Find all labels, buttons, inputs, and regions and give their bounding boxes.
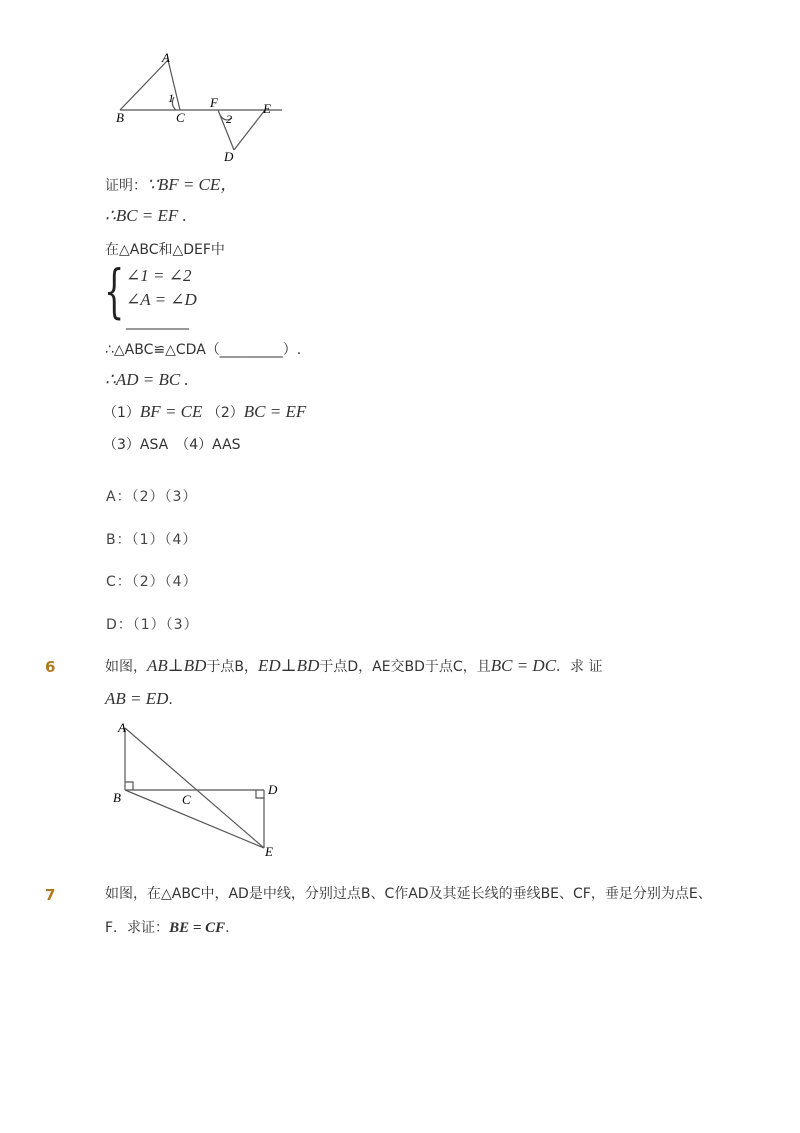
proof-math-5: ∴AD = BC . xyxy=(105,370,189,389)
q6-label-D: D xyxy=(268,782,278,797)
option-b[interactable]: B：（1）（4） xyxy=(106,532,198,548)
q6-math-2: ED⊥BD xyxy=(258,656,320,675)
choice-1-label: （1） xyxy=(103,405,140,421)
triangle-figure-1 xyxy=(110,45,295,165)
q6-label-C: C xyxy=(182,792,191,807)
label-A: A xyxy=(162,50,170,65)
choice-1-math: BF = CE xyxy=(139,402,203,421)
system-brace: { xyxy=(104,257,125,325)
label-D: D xyxy=(224,149,234,164)
q6-text-2: 于点B， xyxy=(206,659,259,675)
choices-line-1 xyxy=(103,402,306,423)
system-row-1: ∠1 = ∠2 xyxy=(126,266,192,285)
choice-2-math: BC = EF xyxy=(243,402,307,421)
q6-label-E: E xyxy=(265,844,273,859)
q6-math-3: BC = DC xyxy=(490,656,557,675)
question-7-text-line-2 xyxy=(105,918,230,938)
question-6-text-line-1 xyxy=(105,656,602,677)
label-F: F xyxy=(210,95,218,110)
question-7-text-line-1: 如图，在△ABC中，AD是中线，分别过点B、C作AD及其延长线的垂线BE、CF，垂足分别为点E、 xyxy=(105,886,712,902)
question-6-number: 6 xyxy=(45,658,56,676)
q6-math-4: AB = ED xyxy=(105,689,169,708)
q6-text-4: ．求 证 xyxy=(556,659,603,675)
proof-line-3: 在△ABC和△DEF中 xyxy=(105,242,225,258)
proof-line-5 xyxy=(105,370,189,391)
q7-text: F．求证： xyxy=(105,920,170,936)
label-B: B xyxy=(116,110,124,125)
angle-1-label: 1 xyxy=(168,91,174,105)
triangle-figure-2 xyxy=(108,718,288,863)
question-7-number: 7 xyxy=(45,886,56,904)
option-d[interactable]: D：（1）（3） xyxy=(106,617,199,633)
option-a[interactable]: A：（2）（3） xyxy=(106,489,198,505)
question-6-text-line-2 xyxy=(105,689,173,710)
angle-2-label: 2 xyxy=(226,112,232,126)
choices-line-2: （3）ASA （4）AAS xyxy=(103,437,241,453)
system-row-3-blank: _________ xyxy=(126,314,189,330)
proof-line-1 xyxy=(105,175,237,196)
label-C: C xyxy=(176,110,185,125)
proof-line-2 xyxy=(105,206,187,227)
q6-text-1: 如图， xyxy=(105,659,147,675)
choice-2-label: （2） xyxy=(206,405,244,421)
system-row-2: ∠A = ∠D xyxy=(126,290,197,309)
proof-math-2: ∴BC = EF . xyxy=(105,206,187,225)
q7-math: BE = CF xyxy=(169,920,226,936)
proof-prefix: 证明： xyxy=(105,178,147,194)
option-c[interactable]: C：（2）（4） xyxy=(106,574,198,590)
q6-text-3: 于点D，AE交BD于点C，且 xyxy=(319,659,491,675)
q7-end: . xyxy=(225,920,230,936)
q6-label-B: B xyxy=(113,790,121,805)
proof-line-4: ∴△ABC≌△CDA（_________）. xyxy=(105,342,302,358)
label-E: E xyxy=(263,101,271,116)
proof-math-1: ∵BF = CE， xyxy=(147,175,238,194)
q6-label-A: A xyxy=(118,720,126,735)
q6-math-1: AB⊥BD xyxy=(147,656,207,675)
q6-text-5: . xyxy=(168,692,173,708)
